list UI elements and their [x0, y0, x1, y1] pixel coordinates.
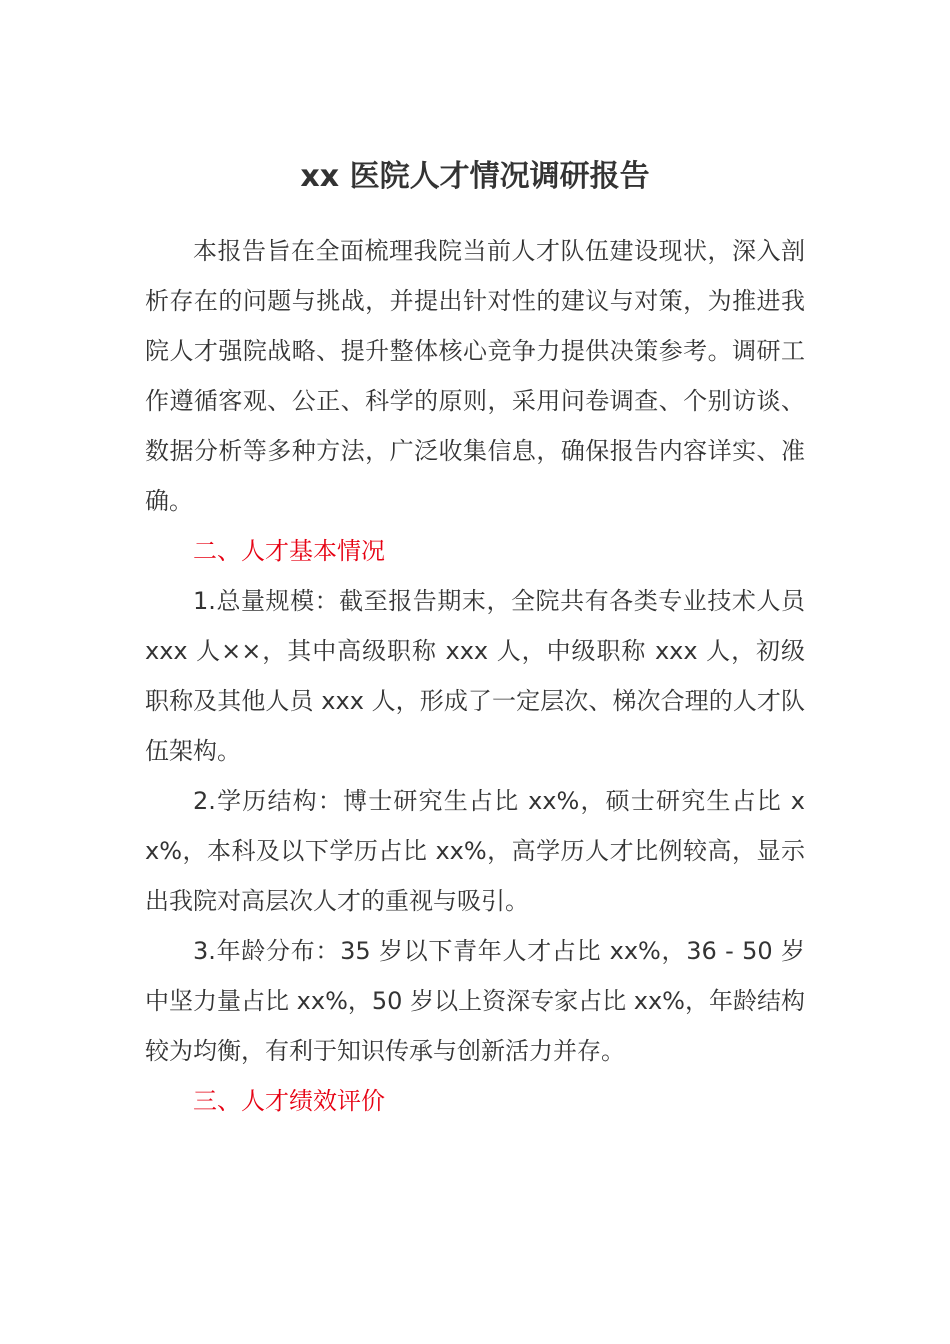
paragraph-education-structure: 2.学历结构：博士研究生占比 xx%，硕士研究生占比 xx%，本科及以下学历占比 xx%，高学历人才比例较高，显示出我院对高层次人才的重视与吸引。	[145, 787, 805, 915]
section-heading-performance-evaluation: 三、人才绩效评价	[193, 1087, 385, 1115]
paragraph-total-scale: 1.总量规模：截至报告期末，全院共有各类专业技术人员 xxx 人××，其中高级职称 xxx 人，中级职称 xxx 人，初级职称及其他人员 xxx 人，形成了一定层次、梯次合理的人才队伍架构。	[145, 587, 805, 765]
document-title: xx 医院人才情况调研报告	[300, 159, 650, 194]
paragraph-age-distribution: 3.年龄分布：35 岁以下青年人才占比 xx%，36 - 50 岁中坚力量占比 xx%，50 岁以上资深专家占比 xx%，年龄结构较为均衡，有利于知识传承与创新活力并存。	[145, 937, 805, 1065]
section-heading-basic-info: 二、人才基本情况	[193, 537, 385, 565]
intro-paragraph: 本报告旨在全面梳理我院当前人才队伍建设现状，深入剖析存在的问题与挑战，并提出针对性的建议与对策，为推进我院人才强院战略、提升整体核心竞争力提供决策参考。调研工作遵循客观、公正、科学的原则，采用问卷调查、个别访谈、数据分析等多种方法，广泛收集信息，确保报告内容详实、准确。	[145, 237, 805, 515]
document-body	[145, 226, 805, 1126]
